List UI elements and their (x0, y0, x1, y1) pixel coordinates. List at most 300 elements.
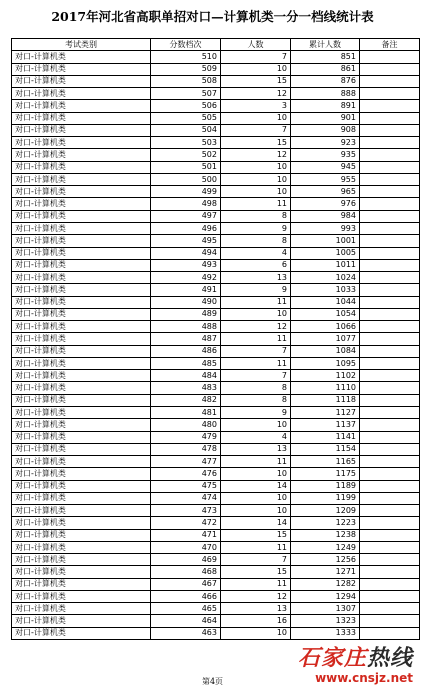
cell-cumulative-count: 1294 (291, 590, 360, 602)
cell-count: 10 (221, 161, 291, 173)
table-body (12, 51, 420, 640)
cell-exam-category: 对口-计算机类 (12, 505, 151, 517)
cell-remarks (360, 529, 420, 541)
cell-exam-category: 对口-计算机类 (12, 186, 151, 198)
page-title: 2017年河北省高职单招对口—计算机类一分一档线统计表 (51, 9, 374, 24)
watermark-url: www.cnsjz.net (315, 671, 413, 685)
cell-cumulative-count: 1256 (291, 554, 360, 566)
cell-score-level: 468 (151, 566, 221, 578)
cell-count: 11 (221, 198, 291, 210)
cell-exam-category: 对口-计算机类 (12, 382, 151, 394)
cell-exam-category: 对口-计算机类 (12, 541, 151, 553)
header-remarks: 备注 (360, 39, 420, 51)
cell-cumulative-count: 935 (291, 149, 360, 161)
table-row (12, 382, 420, 394)
header-cumulative-count: 累计人数 (291, 39, 360, 51)
table-row (12, 112, 420, 124)
cell-cumulative-count: 1084 (291, 345, 360, 357)
cell-count: 13 (221, 272, 291, 284)
cell-remarks (360, 296, 420, 308)
cell-cumulative-count: 908 (291, 124, 360, 136)
cell-exam-category: 对口-计算机类 (12, 468, 151, 480)
cell-score-level: 467 (151, 578, 221, 590)
cell-exam-category: 对口-计算机类 (12, 88, 151, 100)
cell-exam-category: 对口-计算机类 (12, 100, 151, 112)
cell-remarks (360, 247, 420, 259)
table-row (12, 235, 420, 247)
cell-cumulative-count: 1165 (291, 456, 360, 468)
cell-cumulative-count: 1333 (291, 627, 360, 639)
cell-cumulative-count: 984 (291, 210, 360, 222)
cell-score-level: 488 (151, 321, 221, 333)
cell-exam-category: 对口-计算机类 (12, 517, 151, 529)
cell-count: 6 (221, 259, 291, 271)
cell-cumulative-count: 1238 (291, 529, 360, 541)
table-row (12, 554, 420, 566)
cell-remarks (360, 357, 420, 369)
cell-score-level: 492 (151, 272, 221, 284)
cell-score-level: 485 (151, 357, 221, 369)
cell-score-level: 510 (151, 51, 221, 63)
cell-cumulative-count: 1110 (291, 382, 360, 394)
cell-remarks (360, 590, 420, 602)
cell-remarks (360, 603, 420, 615)
cell-count: 11 (221, 578, 291, 590)
cell-count: 10 (221, 627, 291, 639)
cell-exam-category: 对口-计算机类 (12, 161, 151, 173)
cell-cumulative-count: 1044 (291, 296, 360, 308)
table-row (12, 517, 420, 529)
cell-cumulative-count: 1271 (291, 566, 360, 578)
cell-score-level: 486 (151, 345, 221, 357)
cell-score-level: 484 (151, 370, 221, 382)
table-row (12, 529, 420, 541)
watermark-site-name (298, 641, 413, 672)
cell-score-level: 509 (151, 63, 221, 75)
cell-cumulative-count: 1001 (291, 235, 360, 247)
cell-exam-category: 对口-计算机类 (12, 333, 151, 345)
table-row (12, 394, 420, 406)
table-row (12, 566, 420, 578)
cell-exam-category: 对口-计算机类 (12, 529, 151, 541)
table-row (12, 590, 420, 602)
cell-cumulative-count: 1118 (291, 394, 360, 406)
cell-score-level: 469 (151, 554, 221, 566)
cell-score-level: 501 (151, 161, 221, 173)
cell-exam-category: 对口-计算机类 (12, 247, 151, 259)
cell-cumulative-count: 976 (291, 198, 360, 210)
cell-cumulative-count: 1154 (291, 443, 360, 455)
watermark-name-red: 石家庄 (297, 645, 367, 671)
cell-score-level: 471 (151, 529, 221, 541)
cell-remarks (360, 394, 420, 406)
cell-count: 11 (221, 357, 291, 369)
table-row (12, 173, 420, 185)
cell-remarks (360, 480, 420, 492)
cell-count: 7 (221, 370, 291, 382)
cell-score-level: 495 (151, 235, 221, 247)
cell-cumulative-count: 1127 (291, 406, 360, 418)
header-exam-category: 考试类别 (12, 39, 151, 51)
cell-remarks (360, 149, 420, 161)
cell-score-level: 499 (151, 186, 221, 198)
table-row (12, 333, 420, 345)
cell-cumulative-count: 888 (291, 88, 360, 100)
cell-remarks (360, 554, 420, 566)
table-row (12, 468, 420, 480)
cell-count: 13 (221, 603, 291, 615)
table-row (12, 100, 420, 112)
cell-count: 12 (221, 321, 291, 333)
cell-cumulative-count: 1282 (291, 578, 360, 590)
table-row (12, 137, 420, 149)
cell-cumulative-count: 1323 (291, 615, 360, 627)
cell-exam-category: 对口-计算机类 (12, 456, 151, 468)
cell-cumulative-count: 1077 (291, 333, 360, 345)
cell-score-level: 498 (151, 198, 221, 210)
cell-score-level: 479 (151, 431, 221, 443)
cell-count: 10 (221, 112, 291, 124)
cell-count: 7 (221, 345, 291, 357)
cell-cumulative-count: 993 (291, 222, 360, 234)
cell-remarks (360, 75, 420, 87)
cell-exam-category: 对口-计算机类 (12, 137, 151, 149)
table-row (12, 198, 420, 210)
cell-exam-category: 对口-计算机类 (12, 345, 151, 357)
table-row (12, 578, 420, 590)
cell-score-level: 466 (151, 590, 221, 602)
cell-count: 8 (221, 394, 291, 406)
cell-remarks (360, 578, 420, 590)
table-row (12, 222, 420, 234)
header-score-level: 分数档次 (151, 39, 221, 51)
cell-exam-category: 对口-计算机类 (12, 627, 151, 639)
cell-remarks (360, 284, 420, 296)
table-row (12, 272, 420, 284)
cell-score-level: 476 (151, 468, 221, 480)
cell-remarks (360, 63, 420, 75)
cell-exam-category: 对口-计算机类 (12, 443, 151, 455)
cell-count: 9 (221, 284, 291, 296)
cell-exam-category: 对口-计算机类 (12, 173, 151, 185)
cell-count: 10 (221, 308, 291, 320)
cell-score-level: 483 (151, 382, 221, 394)
cell-remarks (360, 333, 420, 345)
cell-exam-category: 对口-计算机类 (12, 357, 151, 369)
cell-exam-category: 对口-计算机类 (12, 284, 151, 296)
cell-remarks (360, 321, 420, 333)
cell-remarks (360, 627, 420, 639)
cell-remarks (360, 198, 420, 210)
header-count: 人数 (221, 39, 291, 51)
cell-score-level: 477 (151, 456, 221, 468)
cell-remarks (360, 210, 420, 222)
cell-count: 16 (221, 615, 291, 627)
cell-count: 9 (221, 222, 291, 234)
cell-count: 8 (221, 382, 291, 394)
cell-count: 9 (221, 406, 291, 418)
cell-exam-category: 对口-计算机类 (12, 210, 151, 222)
cell-remarks (360, 222, 420, 234)
table-row (12, 615, 420, 627)
cell-cumulative-count: 1005 (291, 247, 360, 259)
cell-remarks (360, 456, 420, 468)
cell-remarks (360, 370, 420, 382)
cell-cumulative-count: 945 (291, 161, 360, 173)
cell-remarks (360, 345, 420, 357)
table-row (12, 431, 420, 443)
cell-score-level: 505 (151, 112, 221, 124)
table-row (12, 370, 420, 382)
table-row (12, 186, 420, 198)
cell-score-level: 472 (151, 517, 221, 529)
cell-score-level: 508 (151, 75, 221, 87)
cell-score-level: 494 (151, 247, 221, 259)
cell-exam-category: 对口-计算机类 (12, 370, 151, 382)
cell-count: 7 (221, 51, 291, 63)
cell-count: 12 (221, 590, 291, 602)
cell-score-level: 506 (151, 100, 221, 112)
cell-exam-category: 对口-计算机类 (12, 235, 151, 247)
table-row (12, 357, 420, 369)
cell-count: 10 (221, 492, 291, 504)
cell-score-level: 496 (151, 222, 221, 234)
cell-remarks (360, 112, 420, 124)
cell-exam-category: 对口-计算机类 (12, 492, 151, 504)
cell-remarks (360, 308, 420, 320)
table-row (12, 492, 420, 504)
cell-count: 4 (221, 431, 291, 443)
cell-score-level: 464 (151, 615, 221, 627)
watermark-name-dark: 热线 (366, 645, 413, 671)
cell-count: 7 (221, 124, 291, 136)
cell-cumulative-count: 876 (291, 75, 360, 87)
cell-score-level: 480 (151, 419, 221, 431)
cell-score-level: 497 (151, 210, 221, 222)
cell-remarks (360, 541, 420, 553)
cell-exam-category: 对口-计算机类 (12, 272, 151, 284)
cell-remarks (360, 406, 420, 418)
cell-score-level: 463 (151, 627, 221, 639)
cell-count: 11 (221, 333, 291, 345)
cell-remarks (360, 443, 420, 455)
table-row (12, 284, 420, 296)
cell-count: 11 (221, 296, 291, 308)
cell-count: 3 (221, 100, 291, 112)
cell-score-level: 503 (151, 137, 221, 149)
cell-remarks (360, 100, 420, 112)
cell-exam-category: 对口-计算机类 (12, 603, 151, 615)
cell-cumulative-count: 1033 (291, 284, 360, 296)
page-number: 第4页 (201, 677, 224, 686)
table-row (12, 63, 420, 75)
table-row (12, 480, 420, 492)
cell-exam-category: 对口-计算机类 (12, 615, 151, 627)
cell-count: 10 (221, 505, 291, 517)
cell-count: 10 (221, 419, 291, 431)
cell-score-level: 465 (151, 603, 221, 615)
cell-exam-category: 对口-计算机类 (12, 75, 151, 87)
cell-remarks (360, 51, 420, 63)
cell-score-level: 475 (151, 480, 221, 492)
cell-exam-category: 对口-计算机类 (12, 406, 151, 418)
cell-exam-category: 对口-计算机类 (12, 590, 151, 602)
cell-cumulative-count: 1189 (291, 480, 360, 492)
cell-exam-category: 对口-计算机类 (12, 394, 151, 406)
cell-exam-category: 对口-计算机类 (12, 124, 151, 136)
cell-cumulative-count: 891 (291, 100, 360, 112)
cell-cumulative-count: 965 (291, 186, 360, 198)
cell-count: 11 (221, 456, 291, 468)
table-row (12, 296, 420, 308)
cell-count: 7 (221, 554, 291, 566)
cell-cumulative-count: 1102 (291, 370, 360, 382)
cell-count: 10 (221, 186, 291, 198)
table-row (12, 75, 420, 87)
cell-remarks (360, 186, 420, 198)
table-row (12, 149, 420, 161)
cell-remarks (360, 235, 420, 247)
cell-remarks (360, 615, 420, 627)
table-row (12, 345, 420, 357)
cell-remarks (360, 382, 420, 394)
cell-remarks (360, 505, 420, 517)
cell-exam-category: 对口-计算机类 (12, 112, 151, 124)
cell-cumulative-count: 1011 (291, 259, 360, 271)
cell-exam-category: 对口-计算机类 (12, 308, 151, 320)
cell-count: 11 (221, 541, 291, 553)
cell-count: 14 (221, 517, 291, 529)
cell-score-level: 504 (151, 124, 221, 136)
cell-cumulative-count: 1024 (291, 272, 360, 284)
cell-cumulative-count: 1054 (291, 308, 360, 320)
table-row (12, 308, 420, 320)
cell-exam-category: 对口-计算机类 (12, 321, 151, 333)
cell-exam-category: 对口-计算机类 (12, 431, 151, 443)
cell-exam-category: 对口-计算机类 (12, 554, 151, 566)
cell-count: 15 (221, 529, 291, 541)
cell-exam-category: 对口-计算机类 (12, 419, 151, 431)
cell-cumulative-count: 1137 (291, 419, 360, 431)
cell-cumulative-count: 1141 (291, 431, 360, 443)
cell-cumulative-count: 1249 (291, 541, 360, 553)
table-row (12, 603, 420, 615)
cell-remarks (360, 566, 420, 578)
cell-cumulative-count: 1223 (291, 517, 360, 529)
cell-cumulative-count: 923 (291, 137, 360, 149)
table-row (12, 259, 420, 271)
table-row (12, 124, 420, 136)
table-row (12, 541, 420, 553)
cell-score-level: 482 (151, 394, 221, 406)
cell-remarks (360, 517, 420, 529)
score-distribution-table (11, 38, 420, 640)
cell-cumulative-count: 1307 (291, 603, 360, 615)
cell-remarks (360, 468, 420, 480)
cell-remarks (360, 272, 420, 284)
cell-remarks (360, 419, 420, 431)
cell-score-level: 490 (151, 296, 221, 308)
cell-score-level: 507 (151, 88, 221, 100)
cell-exam-category: 对口-计算机类 (12, 149, 151, 161)
cell-remarks (360, 259, 420, 271)
cell-score-level: 478 (151, 443, 221, 455)
cell-score-level: 493 (151, 259, 221, 271)
cell-exam-category: 对口-计算机类 (12, 296, 151, 308)
table-row (12, 419, 420, 431)
table-row (12, 161, 420, 173)
table-row (12, 627, 420, 639)
cell-count: 15 (221, 75, 291, 87)
cell-score-level: 487 (151, 333, 221, 345)
cell-exam-category: 对口-计算机类 (12, 578, 151, 590)
table-row (12, 443, 420, 455)
cell-exam-category: 对口-计算机类 (12, 222, 151, 234)
cell-cumulative-count: 955 (291, 173, 360, 185)
cell-count: 15 (221, 137, 291, 149)
cell-count: 12 (221, 149, 291, 161)
table-row (12, 51, 420, 63)
cell-cumulative-count: 861 (291, 63, 360, 75)
cell-count: 15 (221, 566, 291, 578)
cell-exam-category: 对口-计算机类 (12, 51, 151, 63)
cell-exam-category: 对口-计算机类 (12, 480, 151, 492)
cell-remarks (360, 88, 420, 100)
cell-exam-category: 对口-计算机类 (12, 259, 151, 271)
cell-cumulative-count: 1199 (291, 492, 360, 504)
cell-count: 12 (221, 88, 291, 100)
cell-score-level: 489 (151, 308, 221, 320)
cell-score-level: 470 (151, 541, 221, 553)
cell-cumulative-count: 1095 (291, 357, 360, 369)
table-row (12, 456, 420, 468)
cell-count: 10 (221, 173, 291, 185)
cell-remarks (360, 431, 420, 443)
cell-cumulative-count: 1175 (291, 468, 360, 480)
cell-count: 8 (221, 210, 291, 222)
cell-score-level: 500 (151, 173, 221, 185)
cell-count: 8 (221, 235, 291, 247)
cell-score-level: 481 (151, 406, 221, 418)
cell-score-level: 473 (151, 505, 221, 517)
cell-remarks (360, 124, 420, 136)
cell-cumulative-count: 1066 (291, 321, 360, 333)
cell-remarks (360, 173, 420, 185)
table-row (12, 88, 420, 100)
cell-count: 4 (221, 247, 291, 259)
cell-remarks (360, 492, 420, 504)
cell-count: 10 (221, 63, 291, 75)
cell-score-level: 502 (151, 149, 221, 161)
table-row (12, 247, 420, 259)
cell-score-level: 491 (151, 284, 221, 296)
cell-exam-category: 对口-计算机类 (12, 63, 151, 75)
cell-score-level: 474 (151, 492, 221, 504)
table-header-row (12, 39, 420, 51)
cell-cumulative-count: 851 (291, 51, 360, 63)
cell-cumulative-count: 1209 (291, 505, 360, 517)
cell-count: 10 (221, 468, 291, 480)
cell-count: 14 (221, 480, 291, 492)
cell-exam-category: 对口-计算机类 (12, 198, 151, 210)
cell-count: 13 (221, 443, 291, 455)
cell-remarks (360, 137, 420, 149)
cell-remarks (360, 161, 420, 173)
table-row (12, 406, 420, 418)
cell-exam-category: 对口-计算机类 (12, 566, 151, 578)
table-row (12, 321, 420, 333)
table-row (12, 210, 420, 222)
